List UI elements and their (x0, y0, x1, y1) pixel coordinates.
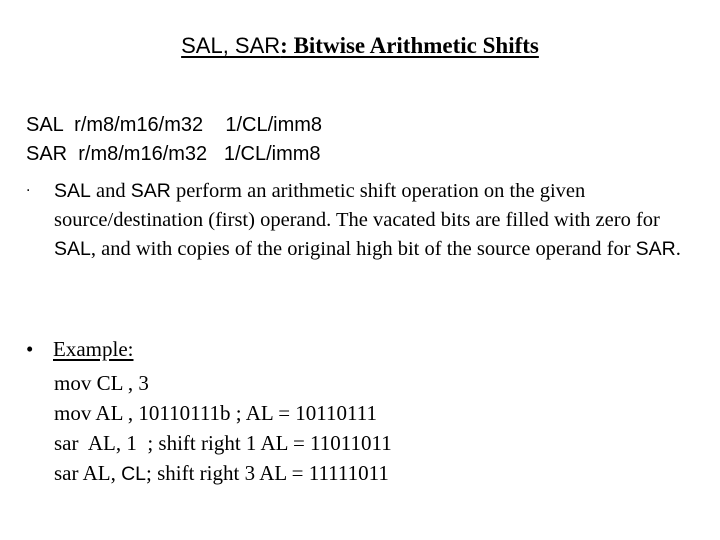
example-heading: Example: (53, 337, 134, 361)
example-line-2: mov AL , 10110111b ; AL = 10110111 (54, 401, 377, 425)
title-mnemonics: SAL, SAR (181, 33, 281, 58)
example-line-3: sar AL, 1 ; shift right 1 AL = 11011011 (54, 431, 392, 455)
desc-text-1: and (90, 180, 131, 202)
term-sal-2: SAL (54, 238, 91, 260)
syntax-sal: SAL r/m8/m16/m32 1/CL/imm8 (26, 114, 323, 136)
example-line-4 (54, 458, 389, 489)
bullet-dot-icon: · (26, 183, 31, 199)
desc-text-2: perform an arithmetic shift operation on the given source/destination (first) operand. The vacated bits are filled with zero for (54, 180, 660, 231)
title-subtitle: : Bitwise Arithmetic Shifts (280, 33, 539, 58)
desc-text-4: . (675, 238, 681, 260)
term-sal: SAL (54, 180, 91, 202)
example-line-4-reg: CL (121, 463, 147, 485)
example-line-1: mov CL , 3 (54, 371, 149, 395)
term-sar-2: SAR (635, 238, 676, 260)
example-line-4-c: ; shift right 3 AL = 11111011 (146, 461, 389, 485)
term-sar: SAR (130, 180, 171, 202)
bullet-icon: • (26, 337, 34, 361)
desc-text-3: , and with copies of the original high bit of the source operand for (90, 238, 636, 260)
description-text (54, 177, 704, 264)
example-line-4-a: sar AL, (54, 461, 122, 485)
syntax-sar: SAR r/m8/m16/m32 1/CL/imm8 (26, 143, 321, 165)
slide-title (0, 30, 720, 62)
